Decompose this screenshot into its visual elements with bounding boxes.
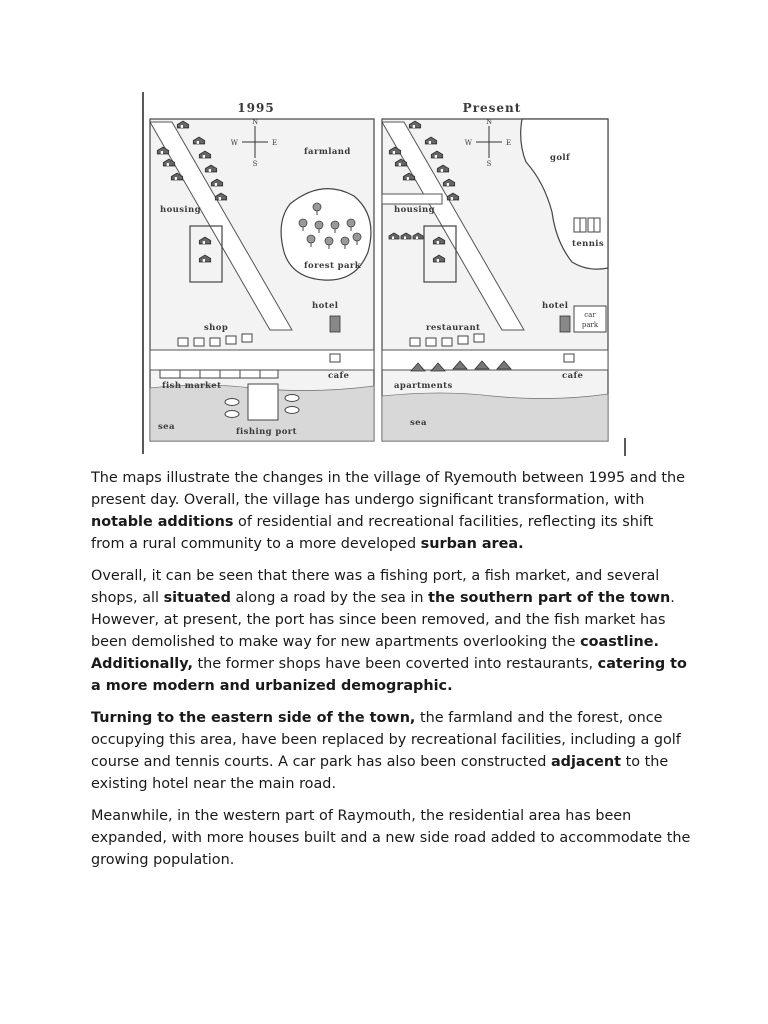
paragraph-2: Overall, it can be seen that there was a fishing port, a fish market, and several shops, all situated along a road by the sea in the southern part of the town. However, at present, the port has since been removed, and the fish market has been demolished to make way for new apartments overlooking the coastline. Additionally, the former shops have been coverted into restaurants, catering to a more modern and urbanized demographic. bbox=[91, 568, 687, 694]
paragraph-3: Turning to the eastern side of the town, the farmland and the forest, once occupying this area, have been replaced by recreational facilities, including a golf course and tennis courts. A car park has also been constructed adjacent to the existing hotel near the main road. bbox=[91, 710, 681, 792]
svg-text:S: S bbox=[252, 160, 258, 168]
label-golf: golf bbox=[550, 153, 571, 163]
svg-text:W: W bbox=[230, 139, 238, 147]
label-farmland: farmland bbox=[304, 147, 351, 157]
label-tennis: tennis bbox=[572, 239, 605, 249]
svg-text:N: N bbox=[251, 118, 259, 126]
label-car-park-1: car bbox=[584, 311, 596, 319]
paragraph-4: Meanwhile, in the western part of Raymouth, the residential area has been expanded, with more houses built and a new side road added to accommodate the growing population. bbox=[91, 808, 691, 868]
label-forest-park: forest park bbox=[304, 261, 362, 271]
svg-text:N: N bbox=[485, 118, 493, 126]
map-present bbox=[382, 101, 608, 441]
label-car-park-2: park bbox=[581, 321, 599, 329]
label-shop: shop bbox=[204, 323, 229, 333]
map-1995 bbox=[150, 101, 374, 441]
label-housing-1995: housing bbox=[160, 205, 201, 215]
label-restaurant: restaurant bbox=[426, 323, 481, 333]
label-hotel-1995: hotel bbox=[312, 301, 339, 311]
svg-text:E: E bbox=[506, 139, 512, 147]
svg-text:S: S bbox=[486, 160, 492, 168]
maps-figure bbox=[142, 92, 628, 458]
label-cafe-1995: cafe bbox=[328, 371, 350, 381]
label-sea-1995: sea bbox=[158, 422, 175, 432]
svg-text:E: E bbox=[272, 139, 278, 147]
label-fishing-port: fishing port bbox=[236, 427, 297, 437]
svg-text:W: W bbox=[464, 139, 472, 147]
label-cafe-present: cafe bbox=[562, 371, 584, 381]
essay-body bbox=[91, 467, 691, 881]
paragraph-1: The maps illustrate the changes in the village of Ryemouth between 1995 and the present day. Overall, the village has undergo significant transformation, with notable additions of residential and recreational facilities, reflecting its shift from a rural community to a more developed surban area. bbox=[91, 470, 686, 552]
label-apartments: apartments bbox=[394, 381, 453, 391]
label-sea-present: sea bbox=[410, 418, 427, 428]
label-fish-market: fish market bbox=[162, 381, 222, 391]
map-title-present: Present bbox=[462, 101, 522, 115]
label-housing-present: housing bbox=[394, 205, 435, 215]
label-hotel-present: hotel bbox=[542, 301, 569, 311]
map-title-1995: 1995 bbox=[237, 101, 275, 115]
